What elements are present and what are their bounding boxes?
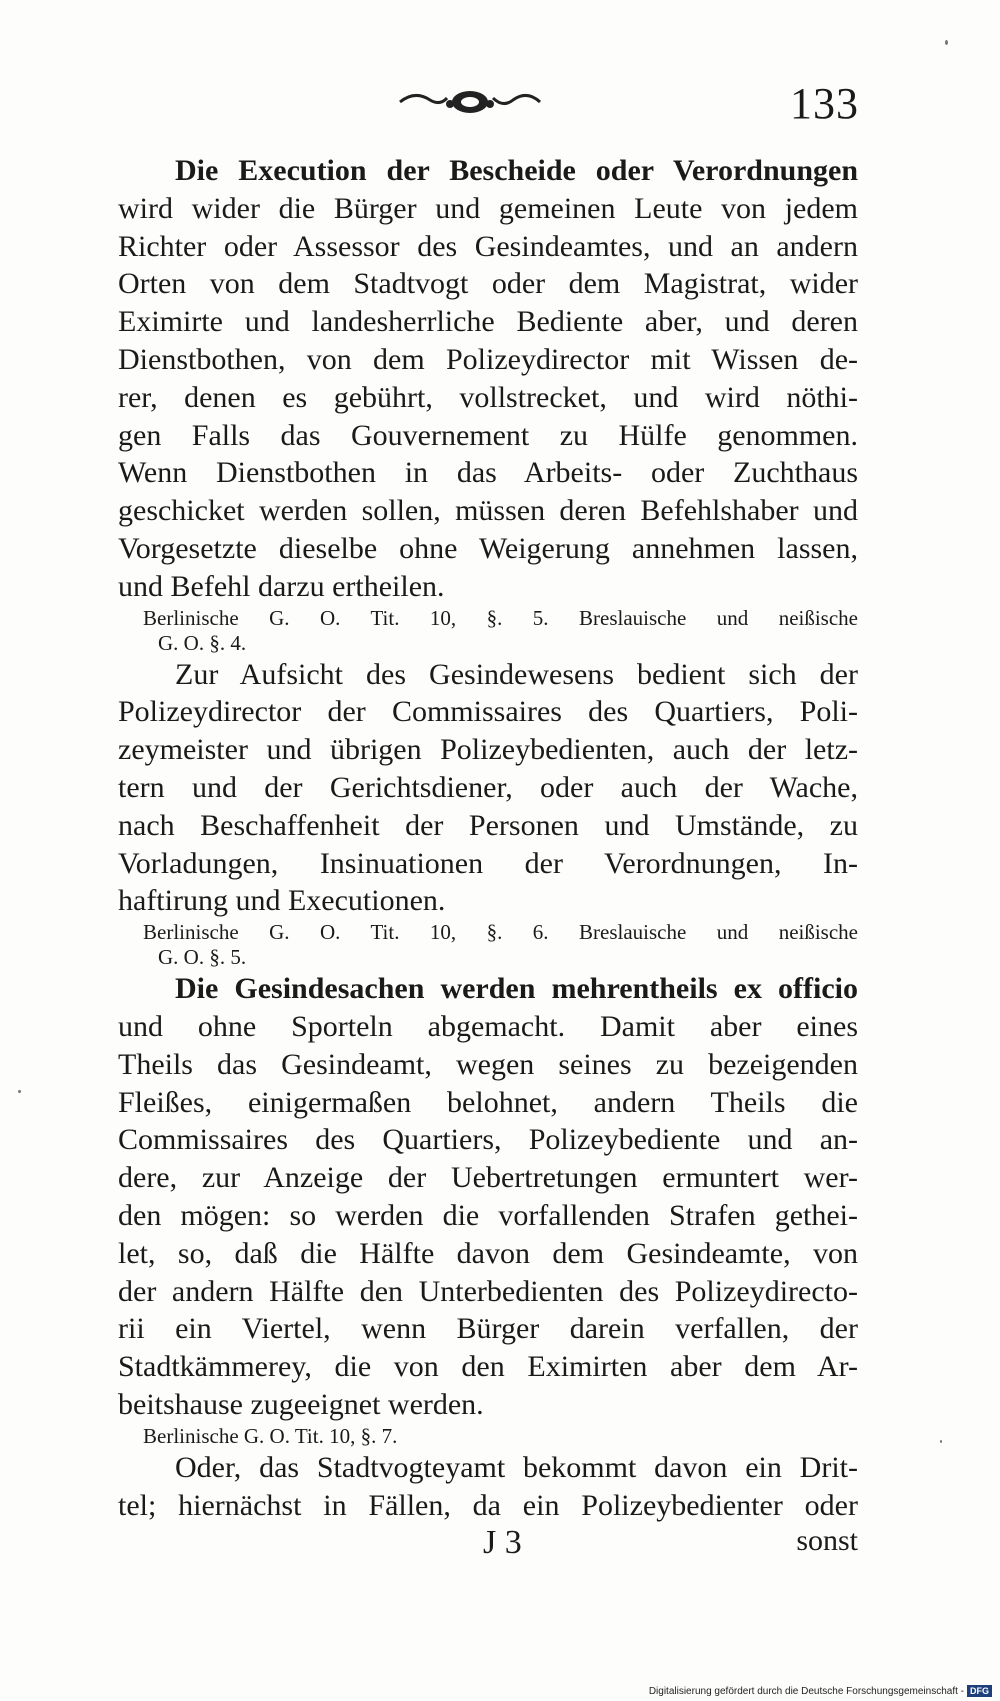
- paper-speck: [945, 40, 948, 45]
- text-line: Richter oder Assessor des Gesindeamtes, und an andern: [118, 229, 858, 263]
- paper-speck: [18, 1090, 21, 1093]
- text-line: tel; hiernächst in Fällen, da ein Polizeybedienter oder: [118, 1488, 858, 1522]
- paragraph: [118, 152, 858, 606]
- text-line: beitshause zugeeignet werden.: [118, 1387, 484, 1421]
- text-line: haftirung und Executionen.: [118, 884, 446, 918]
- signature-mark: J 3: [483, 1524, 522, 1562]
- paper-speck: [940, 1440, 942, 1443]
- text-line: Die Execution der Bescheide oder Verordnungen: [175, 154, 858, 187]
- page-number: 133: [790, 79, 859, 128]
- ornament-vignette: [395, 82, 545, 122]
- digitization-credit: [649, 1685, 992, 1697]
- citation-line: Berlinische G. O. Tit. 10, §. 7.: [143, 1423, 398, 1448]
- text-line: zeymeister und übrigen Polizeybedienten, auch der letz-: [118, 733, 858, 767]
- citation: [118, 606, 858, 656]
- text-line: Polizeydirector der Commissaires des Quartiers, Poli-: [118, 695, 858, 729]
- paragraph: [118, 1449, 858, 1525]
- page-bottom: [118, 1524, 858, 1564]
- page-body: [118, 152, 858, 1564]
- text-line: Zur Aufsicht des Gesindewesens bedient sich der: [175, 657, 858, 691]
- text-line: let, so, daß die Hälfte davon dem Gesindeamte, von: [118, 1236, 858, 1270]
- text-line: geschicket werden sollen, müssen deren Befehlshaber und: [118, 494, 858, 528]
- text-line: Commissaires des Quartiers, Polizeybediente und an-: [118, 1123, 858, 1157]
- text-line: dere, zur Anzeige der Uebertretungen ermuntert wer-: [118, 1161, 858, 1195]
- citation-line: Berlinische G. O. Tit. 10, §. 6. Breslauische und neißische: [143, 920, 858, 945]
- text-line: Fleißes, einigermaßen belohnet, andern Theils die: [118, 1085, 858, 1119]
- catchword: sonst: [796, 1524, 858, 1558]
- text-line: Wenn Dienstbothen in das Arbeits- oder Zuchthaus: [118, 456, 858, 490]
- text-line: nach Beschaffenheit der Personen und Umstände, zu: [118, 808, 858, 842]
- citation-line: G. O. §. 4.: [158, 630, 247, 655]
- credit-text: Digitalisierung gefördert durch die Deutsche Forschungsgemeinschaft -: [648, 1686, 964, 1697]
- text-line: tern und der Gerichtsdiener, oder auch der Wache,: [118, 770, 858, 804]
- text-line: und ohne Sporteln abgemacht. Damit aber eines: [118, 1009, 858, 1043]
- citation-line: Berlinische G. O. Tit. 10, §. 5. Breslauische und neißische: [143, 605, 858, 630]
- text-line: rer, denen es gebührt, vollstrecket, und wird nöthi-: [118, 380, 858, 414]
- text-line: Vorgesetzte dieselbe ohne Weigerung annehmen lassen,: [118, 531, 858, 565]
- citation: [118, 1424, 858, 1449]
- text-line: und Befehl darzu ertheilen.: [118, 569, 445, 603]
- text-line: Dienstbothen, von dem Polizeydirector mit Wissen de-: [118, 342, 858, 376]
- citation-line: G. O. §. 5.: [158, 945, 247, 970]
- text-line: Die Gesindesachen werden mehrentheils ex officio: [175, 972, 858, 1006]
- text-line: Orten von dem Stadtvogt oder dem Magistrat, wider: [118, 267, 858, 301]
- text-line: Stadtkämmerey, die von den Eximirten aber dem Ar-: [118, 1350, 858, 1384]
- citation: [118, 920, 858, 970]
- text-line: der andern Hälfte den Unterbedienten des Polizeydirecto-: [118, 1274, 858, 1308]
- paragraph: [118, 970, 858, 1424]
- paragraph: [118, 656, 858, 921]
- text-line: rii ein Viertel, wenn Bürger darein verfallen, der: [118, 1312, 858, 1346]
- text-line: wird wider die Bürger und gemeinen Leute von jedem: [118, 191, 858, 225]
- text-line: Vorladungen, Insinuationen der Verordnungen, In-: [118, 846, 858, 880]
- dfg-logo: DFG: [967, 1685, 992, 1697]
- text-line: den mögen: so werden die vorfallenden Strafen gethei-: [118, 1198, 858, 1232]
- text-line: Theils das Gesindeamt, wegen seines zu bezeigenden: [118, 1047, 858, 1081]
- text-line: Eximirte und landesherrliche Bediente aber, und deren: [118, 305, 858, 339]
- text-line: Oder, das Stadtvogteyamt bekommt davon ein Drit-: [175, 1450, 858, 1484]
- text-line: gen Falls das Gouvernement zu Hülfe genommen.: [118, 418, 858, 452]
